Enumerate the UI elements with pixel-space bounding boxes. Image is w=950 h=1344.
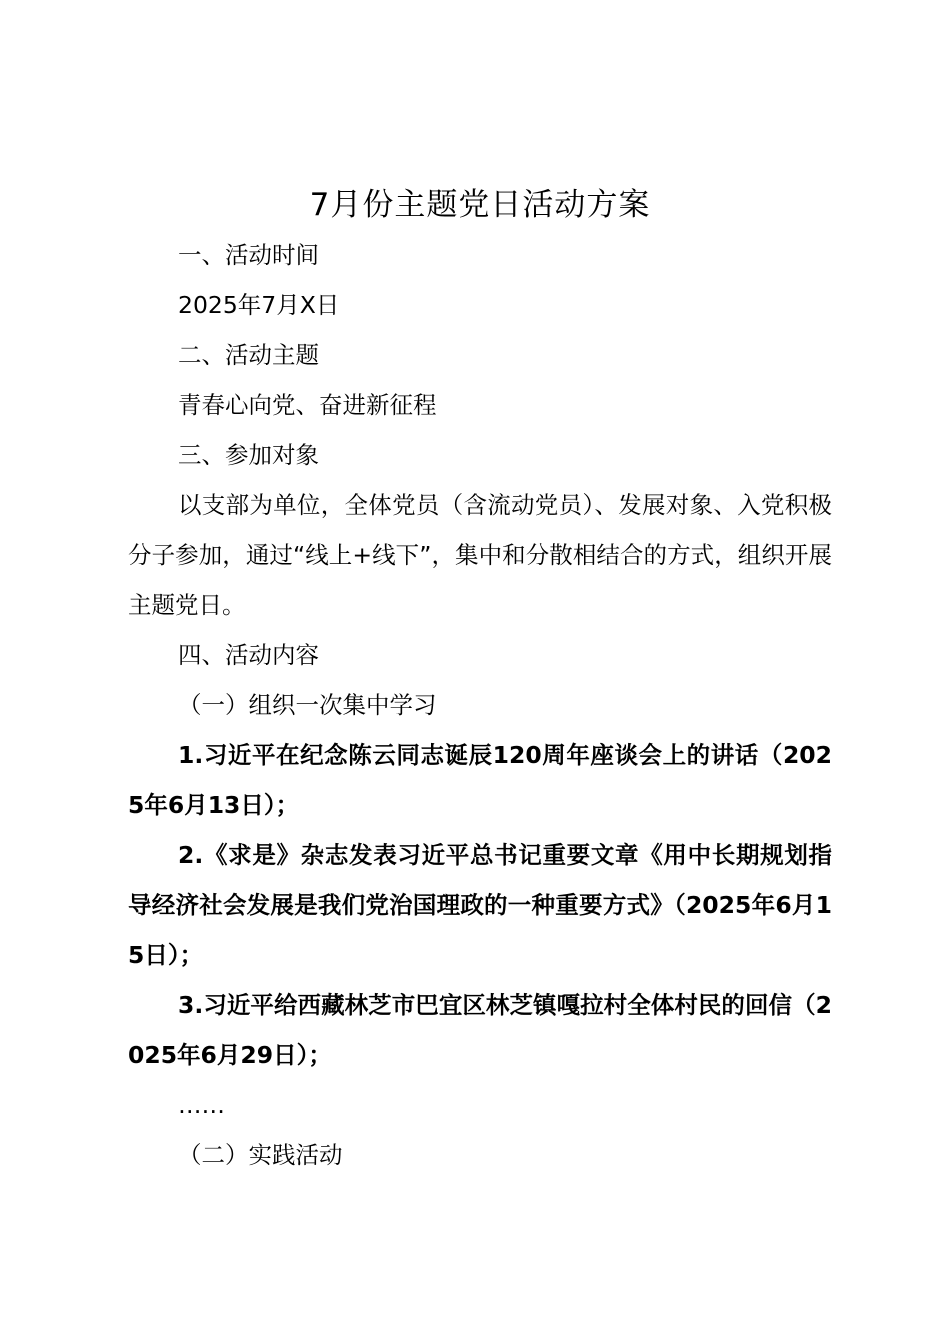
activity-theme: 青春心向党、奋进新征程	[178, 391, 437, 419]
subsection-heading-study: （一）组织一次集中学习	[178, 691, 437, 719]
study-item-3: 3.习近平给西藏林芝市巴宜区林芝镇嘎拉村全体村民的回信（2025年6月29日）；	[128, 991, 832, 1069]
section-heading-content: 四、活动内容	[178, 641, 319, 669]
ellipsis: ……	[178, 1091, 225, 1119]
section-heading-participants: 三、参加对象	[178, 441, 319, 469]
participants-paragraph: 以支部为单位，全体党员（含流动党员）、发展对象、入党积极分子参加，通过“线上+线下”，集中和分散相结合的方式，组织开展主题党日。	[128, 491, 832, 619]
study-item-2: 2.《求是》杂志发表习近平总书记重要文章《用中长期规划指导经济社会发展是我们党治国理政的一种重要方式》（2025年6月15日）；	[128, 841, 832, 969]
section-heading-theme: 二、活动主题	[178, 341, 319, 369]
study-item-1: 1.习近平在纪念陈云同志诞辰120周年座谈会上的讲话（2025年6月13日）；	[128, 741, 832, 819]
subsection-heading-practice: （二）实践活动	[178, 1141, 343, 1169]
document-page	[128, 180, 832, 1180]
activity-date: 2025年7月X日	[178, 291, 340, 319]
section-heading-time: 一、活动时间	[178, 241, 319, 269]
document-title: 7月份主题党日活动方案	[309, 187, 651, 223]
